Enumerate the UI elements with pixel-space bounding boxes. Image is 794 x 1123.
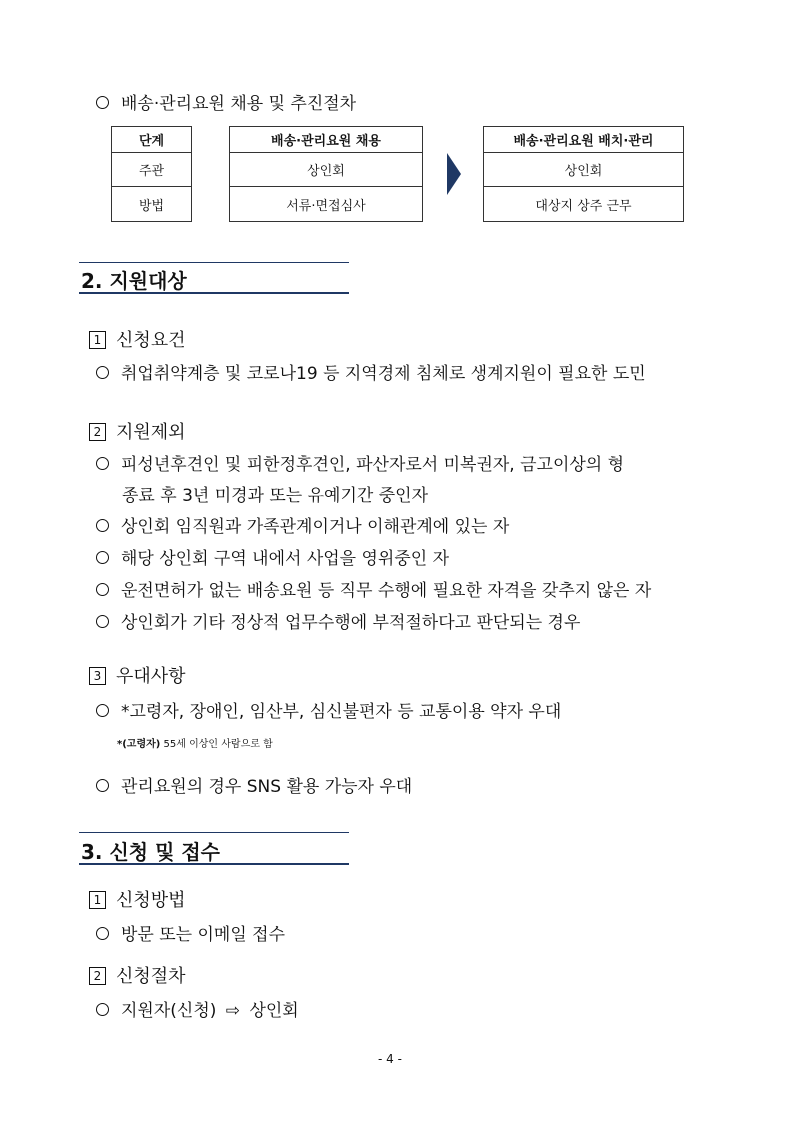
stage-row-organizer: 주관 — [112, 153, 192, 187]
footnote: *(고령자) 55세 이상인 사람으로 함 — [117, 739, 273, 750]
list-item: 운전면허가 없는 배송요원 등 직무 수행에 필요한 자격을 갖추지 않은 자 — [96, 580, 651, 602]
circle-bullet-icon — [96, 779, 109, 792]
list-item: 방문 또는 이메일 접수 — [96, 924, 285, 946]
circle-bullet-icon — [96, 457, 109, 470]
section2-heading: 2. 지원대상 — [81, 269, 187, 293]
list-item: *고령자, 장애인, 임산부, 심신불편자 등 교통이용 약자 우대 — [96, 701, 561, 723]
sub-heading-requirements — [89, 330, 186, 352]
placement-organizer: 상인회 — [484, 153, 684, 187]
section3-top-rule — [79, 832, 349, 833]
stage-header: 단계 — [112, 127, 192, 153]
section2-bottom-rule — [79, 292, 349, 294]
number-box: 2 — [89, 967, 106, 985]
list-item: 상인회가 기타 정상적 업무수행에 부적절하다고 판단되는 경우 — [96, 612, 580, 634]
right-arrow-icon: ⇨ — [225, 1001, 241, 1021]
recruitment-table — [229, 126, 423, 222]
circle-bullet-icon — [96, 366, 109, 379]
sub-heading-title: 신청방법 — [116, 890, 186, 911]
circle-bullet-icon — [96, 583, 109, 596]
circle-bullet-icon — [96, 704, 109, 717]
number-box: 1 — [89, 331, 106, 349]
sub-heading-title: 신청요건 — [116, 330, 186, 351]
list-item: 피성년후견인 및 피한정후견인, 파산자로서 미복권자, 금고이상의 형 — [96, 454, 624, 476]
circle-bullet-icon — [96, 551, 109, 564]
sub-heading-title: 지원제외 — [116, 422, 186, 443]
recruitment-header: 배송·관리요원 채용 — [230, 127, 423, 153]
list-item: 관리요원의 경우 SNS 활용 가능자 우대 — [96, 776, 412, 798]
process-arrow-icon — [447, 153, 461, 195]
list-item: 지원자(신청) ⇨ 상인회 — [96, 1000, 299, 1022]
list-item: 취업취약계층 및 코로나19 등 지역경제 침체로 생계지원이 필요한 도민 — [96, 363, 646, 385]
sub-heading-title: 신청절차 — [116, 966, 186, 987]
number-box: 1 — [89, 891, 106, 909]
section2-top-rule — [79, 262, 349, 263]
section3-bottom-rule — [79, 863, 349, 865]
sub-heading-title: 우대사항 — [116, 666, 186, 687]
circle-bullet-icon — [96, 519, 109, 532]
sub-heading-method — [89, 890, 186, 912]
placement-table — [483, 126, 684, 222]
page-number: - 4 - — [378, 1052, 402, 1066]
process-stage-table — [111, 126, 192, 222]
stage-row-method: 방법 — [112, 187, 192, 222]
placement-method: 대상지 상주 근무 — [484, 187, 684, 222]
process-title: 배송·관리요원 채용 및 추진절차 — [121, 94, 357, 114]
circle-bullet-icon — [96, 96, 109, 109]
section3-heading: 3. 신청 및 접수 — [81, 840, 221, 864]
circle-bullet-icon — [96, 615, 109, 628]
circle-bullet-icon — [96, 1003, 109, 1016]
circle-bullet-icon — [96, 927, 109, 940]
sub-heading-exclusions — [89, 422, 186, 444]
list-item: 해당 상인회 구역 내에서 사업을 영위중인 자 — [96, 548, 449, 570]
recruitment-method: 서류·면접심사 — [230, 187, 423, 222]
placement-header: 배송·관리요원 배치·관리 — [484, 127, 684, 153]
sub-heading-preferences — [89, 666, 186, 688]
list-item-continuation: 종료 후 3년 미경과 또는 유예기간 중인자 — [122, 486, 428, 506]
recruitment-organizer: 상인회 — [230, 153, 423, 187]
sub-heading-procedure — [89, 966, 186, 988]
list-item: 상인회 임직원과 가족관계이거나 이해관계에 있는 자 — [96, 516, 509, 538]
process-title-line — [96, 93, 356, 115]
number-box: 2 — [89, 423, 106, 441]
number-box: 3 — [89, 667, 106, 685]
